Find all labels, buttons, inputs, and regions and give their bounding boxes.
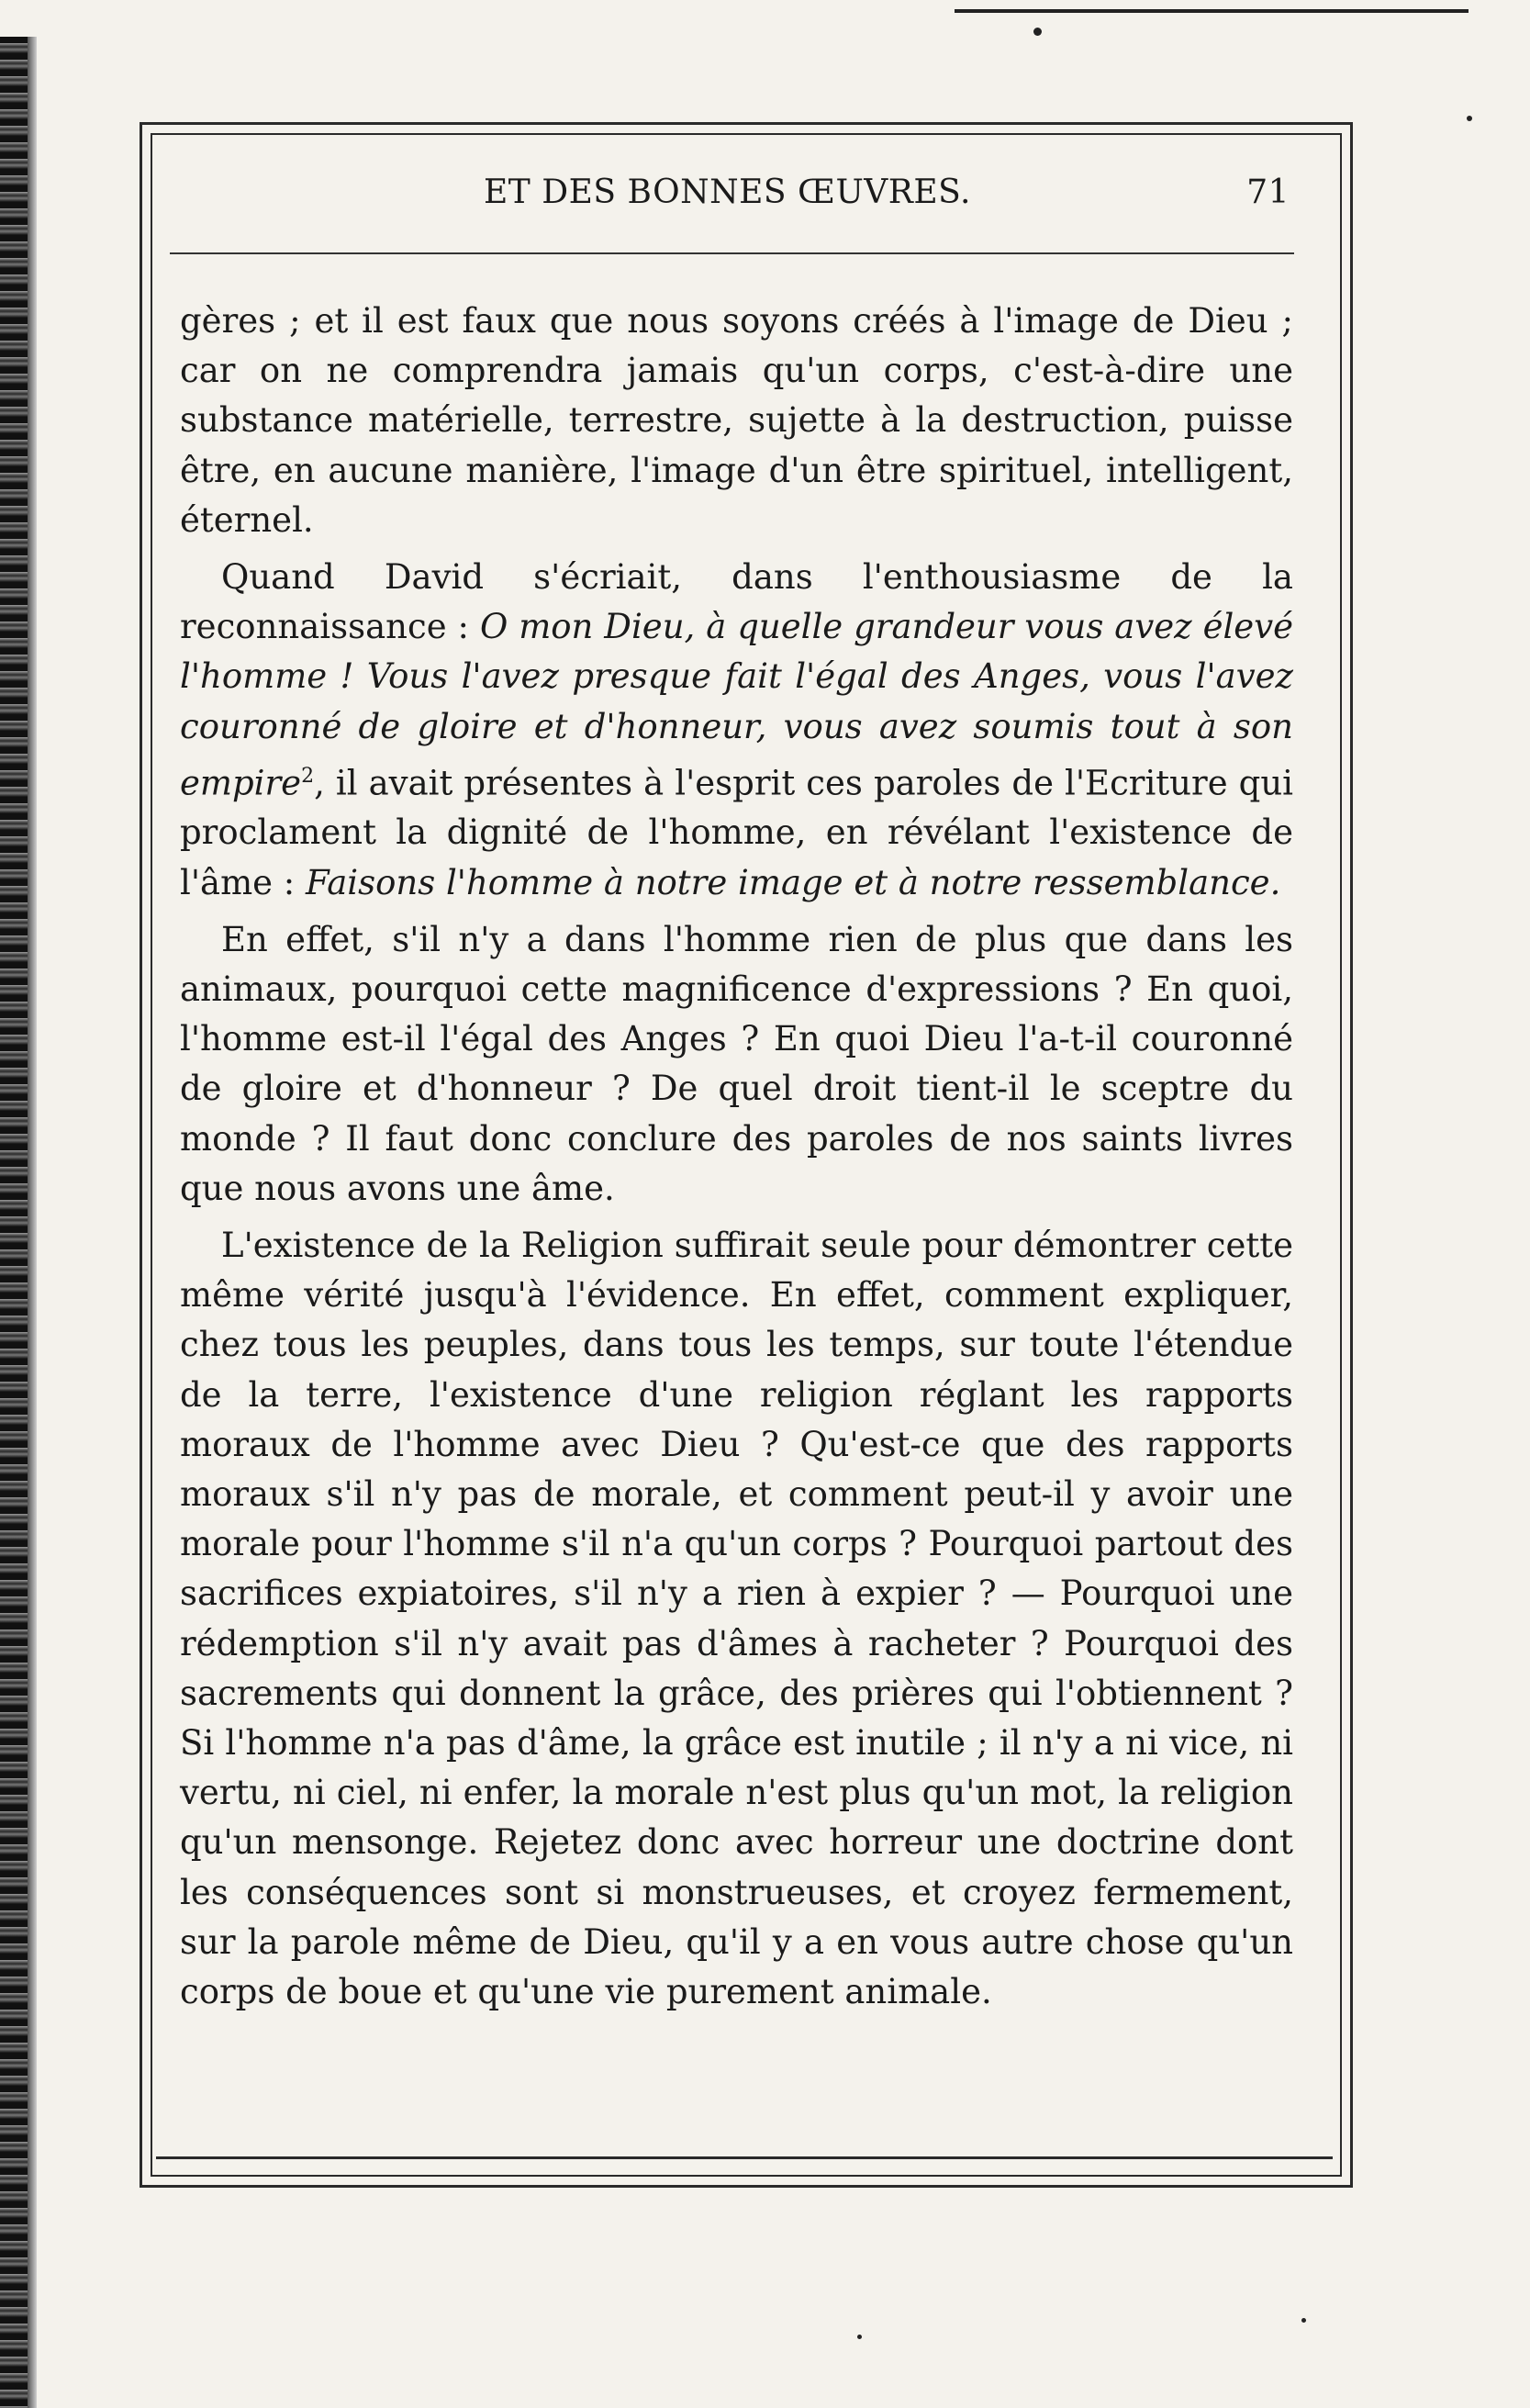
running-head <box>165 168 1290 223</box>
body-text <box>180 297 1293 2017</box>
paragraph-4: L'existence de la Religion suffirait seule pour démontrer cette même vérité jusqu'à l'évidence. En effet, comment expliquer, chez tous les peuples, dans tous les temps, sur toute l'étendue de la terre, l'existence d'une religion réglant les rapports moraux de l'homme avec Dieu ? Qu'est-ce que des rapports moraux s'il n'y pas de morale, et comment peut-il y avoir une morale pour l'homme s'il n'a qu'un corps ? Pourquoi partout des sacrifices expiatoires, s'il n'y a rien à expier ? — Pourquoi une rédemption s'il n'y avait pas d'âmes à racheter ? Pourquoi des sacrements qui donnent la grâce, des prières qui l'obtiennent ? Si l'homme n'a pas d'âme, la grâce est inutile ; il n'y a ni vice, ni vertu, ni ciel, ni enfer, la morale n'est plus qu'un mot, la religion qu'un mensonge. Rejetez donc avec horreur une doctrine dont les conséquences sont si monstrueuses, et croyez fermement, sur la parole même de Dieu, qu'il y a en vous autre chose qu'un corps de boue et qu'une vie purement animale. <box>180 1225 1293 2012</box>
paragraph-1: gères ; et il est faux que nous soyons créés à l'image de Dieu ; car on ne comprendra jamais qu'un corps, c'est-à-dire une substance matérielle, terrestre, sujette à la destruction, puisse être, en aucune manière, l'image d'un être spirituel, intelligent, éternel. <box>180 301 1293 540</box>
genesis-quote: Faisons l'homme à notre image et à notre ressemblance. <box>306 862 1281 902</box>
page-number: 71 <box>1246 174 1290 211</box>
header-rule <box>170 252 1294 254</box>
binding-shadow <box>28 37 37 2408</box>
running-title: ET DES BONNES ŒUVRES. <box>484 174 971 211</box>
binding-edge <box>0 37 28 2408</box>
paragraph-2-text-a: Quand David s'écriait, dans l'enthousiasme de la reconnaissance : <box>180 557 1293 647</box>
ink-speck <box>857 2335 862 2339</box>
paragraph-3: En effet, s'il n'y a dans l'homme rien de plus que dans les animaux, pourquoi cette magnificence d'expressions ? En quoi, l'homme est-il l'égal des Anges ? En quoi Dieu l'a-t-il couronné de gloire et d'honneur ? De quel droit tient-il le sceptre du monde ? Il faut donc conclure des paroles de nos saints livres que nous avons une âme. <box>180 919 1293 1208</box>
ink-speck <box>1301 2318 1306 2323</box>
footnote-ref: 2 <box>301 764 315 788</box>
psalm-quote: O mon Dieu, à quelle grandeur vous avez élevé l'homme ! Vous l'avez presque fait l'égal des Anges, vous l'avez couronné de gloire et d'honneur, vous avez soumis tout à son empire <box>180 607 1293 803</box>
paragraph-2-text-b: , il avait présentes à l'esprit ces paroles de l'Ecriture qui proclament la dignité de l'homme, en révélant l'existence de l'âme : <box>180 763 1293 902</box>
footer-rule <box>156 2156 1333 2159</box>
paragraph-2 <box>180 553 1293 908</box>
scan-top-rule <box>955 9 1469 13</box>
ink-speck <box>1467 116 1472 121</box>
ink-speck <box>1033 28 1042 36</box>
